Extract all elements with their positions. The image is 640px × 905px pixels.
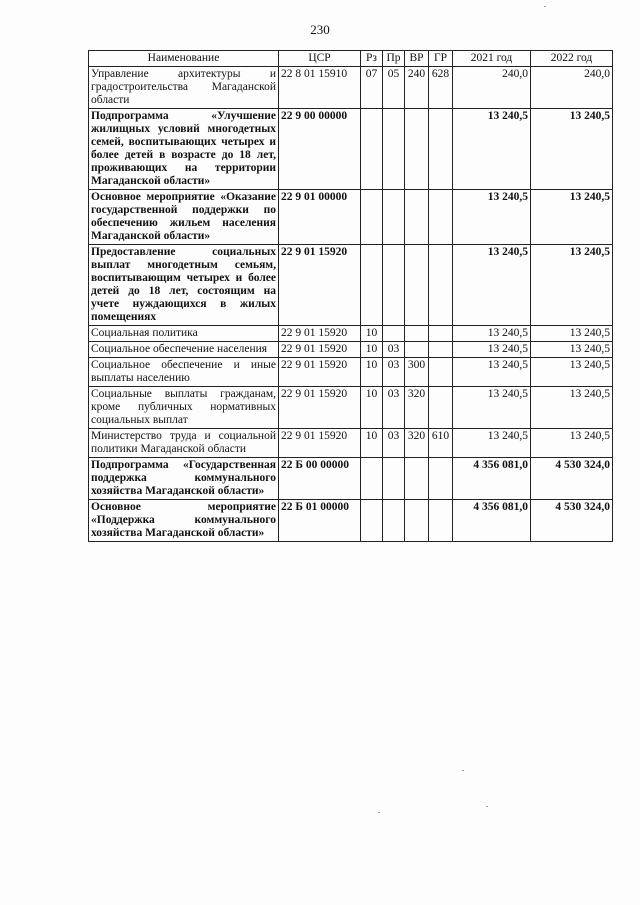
cell-pr: 03 [383, 358, 405, 387]
header-2021: 2021 год [453, 51, 531, 67]
cell-csr: 22 8 01 15910 [279, 67, 361, 109]
cell-name: Подпрограмма «Улучшение жилищных условий многодетных семей, воспитывающих четырех и более детей в возрасте до 18 лет, проживающих на территории Магаданской области» [89, 109, 279, 190]
cell-2021: 13 240,5 [453, 387, 531, 429]
cell-pr: 05 [383, 67, 405, 109]
header-name: Наименование [89, 51, 279, 67]
cell-gr [429, 458, 453, 500]
header-gr: ГР [429, 51, 453, 67]
header-csr: ЦСР [279, 51, 361, 67]
cell-gr [429, 109, 453, 190]
header-pr: Пр [383, 51, 405, 67]
header-2022: 2022 год [531, 51, 613, 67]
cell-rz [361, 500, 383, 542]
budget-table [88, 50, 613, 542]
cell-name: Управление архитектуры и градостроительства Магаданской области [89, 67, 279, 109]
cell-gr [429, 387, 453, 429]
cell-pr [383, 190, 405, 245]
table-row [89, 500, 613, 542]
cell-csr: 22 9 01 00000 [279, 190, 361, 245]
scan-speck [544, 6, 546, 7]
cell-gr [429, 342, 453, 358]
cell-2021: 13 240,5 [453, 342, 531, 358]
cell-2021: 13 240,5 [453, 429, 531, 458]
page-number: 230 [310, 22, 330, 37]
cell-gr [429, 500, 453, 542]
cell-2021: 4 356 081,0 [453, 500, 531, 542]
table-row [89, 387, 613, 429]
cell-2022: 13 240,5 [531, 358, 613, 387]
cell-name: Социальная политика [89, 326, 279, 342]
cell-2021: 4 356 081,0 [453, 458, 531, 500]
cell-name: Предоставление социальных выплат многодетным семьям, воспитывающим четырех и более детей до 18 лет, состоящим на учете нуждающихся в жилых помещениях [89, 245, 279, 326]
cell-vr [405, 109, 429, 190]
cell-csr: 22 9 01 15920 [279, 326, 361, 342]
cell-rz: 10 [361, 326, 383, 342]
cell-name: Министерство труда и социальной политики Магаданской области [89, 429, 279, 458]
cell-name: Социальное обеспечение и иные выплаты населению [89, 358, 279, 387]
cell-2021: 240,0 [453, 67, 531, 109]
cell-csr: 22 Б 00 00000 [279, 458, 361, 500]
cell-vr: 320 [405, 387, 429, 429]
table-header [89, 51, 613, 67]
cell-vr [405, 190, 429, 245]
cell-name: Социальное обеспечение населения [89, 342, 279, 358]
scan-speck [378, 812, 380, 813]
table-row [89, 342, 613, 358]
cell-2021: 13 240,5 [453, 326, 531, 342]
cell-2022: 13 240,5 [531, 342, 613, 358]
cell-vr [405, 326, 429, 342]
scan-speck [486, 806, 488, 807]
cell-pr [383, 245, 405, 326]
cell-pr [383, 326, 405, 342]
cell-2022: 4 530 324,0 [531, 500, 613, 542]
table-body [89, 67, 613, 542]
table-row [89, 358, 613, 387]
cell-name: Основное мероприятие «Поддержка коммунального хозяйства Магаданской области» [89, 500, 279, 542]
header-rz: Рз [361, 51, 383, 67]
cell-2022: 13 240,5 [531, 245, 613, 326]
cell-rz: 10 [361, 429, 383, 458]
cell-gr [429, 326, 453, 342]
table-row [89, 190, 613, 245]
cell-gr: 610 [429, 429, 453, 458]
table-row [89, 109, 613, 190]
cell-vr [405, 458, 429, 500]
cell-pr: 03 [383, 342, 405, 358]
table-row [89, 326, 613, 342]
cell-pr: 03 [383, 429, 405, 458]
cell-vr: 320 [405, 429, 429, 458]
cell-rz: 10 [361, 342, 383, 358]
cell-vr [405, 245, 429, 326]
cell-rz [361, 109, 383, 190]
cell-gr [429, 358, 453, 387]
cell-gr: 628 [429, 67, 453, 109]
header-vr: ВР [405, 51, 429, 67]
cell-csr: 22 Б 01 00000 [279, 500, 361, 542]
cell-rz [361, 190, 383, 245]
cell-pr [383, 109, 405, 190]
cell-vr [405, 500, 429, 542]
cell-vr: 300 [405, 358, 429, 387]
cell-2022: 13 240,5 [531, 429, 613, 458]
table-row [89, 429, 613, 458]
table-row [89, 245, 613, 326]
cell-csr: 22 9 01 15920 [279, 387, 361, 429]
cell-name: Социальные выплаты гражданам, кроме публичных нормативных социальных выплат [89, 387, 279, 429]
cell-vr: 240 [405, 67, 429, 109]
cell-csr: 22 9 01 15920 [279, 358, 361, 387]
cell-name: Основное мероприятие «Оказание государственной поддержки по обеспечению жильем населения Магаданской области» [89, 190, 279, 245]
cell-csr: 22 9 00 00000 [279, 109, 361, 190]
cell-2021: 13 240,5 [453, 245, 531, 326]
cell-2021: 13 240,5 [453, 358, 531, 387]
cell-rz: 10 [361, 387, 383, 429]
scan-speck [462, 770, 464, 771]
cell-2022: 13 240,5 [531, 109, 613, 190]
cell-vr [405, 342, 429, 358]
cell-csr: 22 9 01 15920 [279, 429, 361, 458]
cell-rz [361, 458, 383, 500]
cell-csr: 22 9 01 15920 [279, 245, 361, 326]
table-row [89, 458, 613, 500]
cell-gr [429, 245, 453, 326]
cell-2022: 4 530 324,0 [531, 458, 613, 500]
cell-name: Подпрограмма «Государственная поддержка коммунального хозяйства Магаданской области» [89, 458, 279, 500]
cell-2022: 240,0 [531, 67, 613, 109]
cell-pr [383, 458, 405, 500]
cell-2021: 13 240,5 [453, 190, 531, 245]
cell-csr: 22 9 01 15920 [279, 342, 361, 358]
cell-pr: 03 [383, 387, 405, 429]
cell-2022: 13 240,5 [531, 326, 613, 342]
table-row [89, 67, 613, 109]
cell-2022: 13 240,5 [531, 190, 613, 245]
cell-rz [361, 245, 383, 326]
cell-2021: 13 240,5 [453, 109, 531, 190]
cell-2022: 13 240,5 [531, 387, 613, 429]
cell-gr [429, 190, 453, 245]
cell-pr [383, 500, 405, 542]
cell-rz: 07 [361, 67, 383, 109]
cell-rz: 10 [361, 358, 383, 387]
